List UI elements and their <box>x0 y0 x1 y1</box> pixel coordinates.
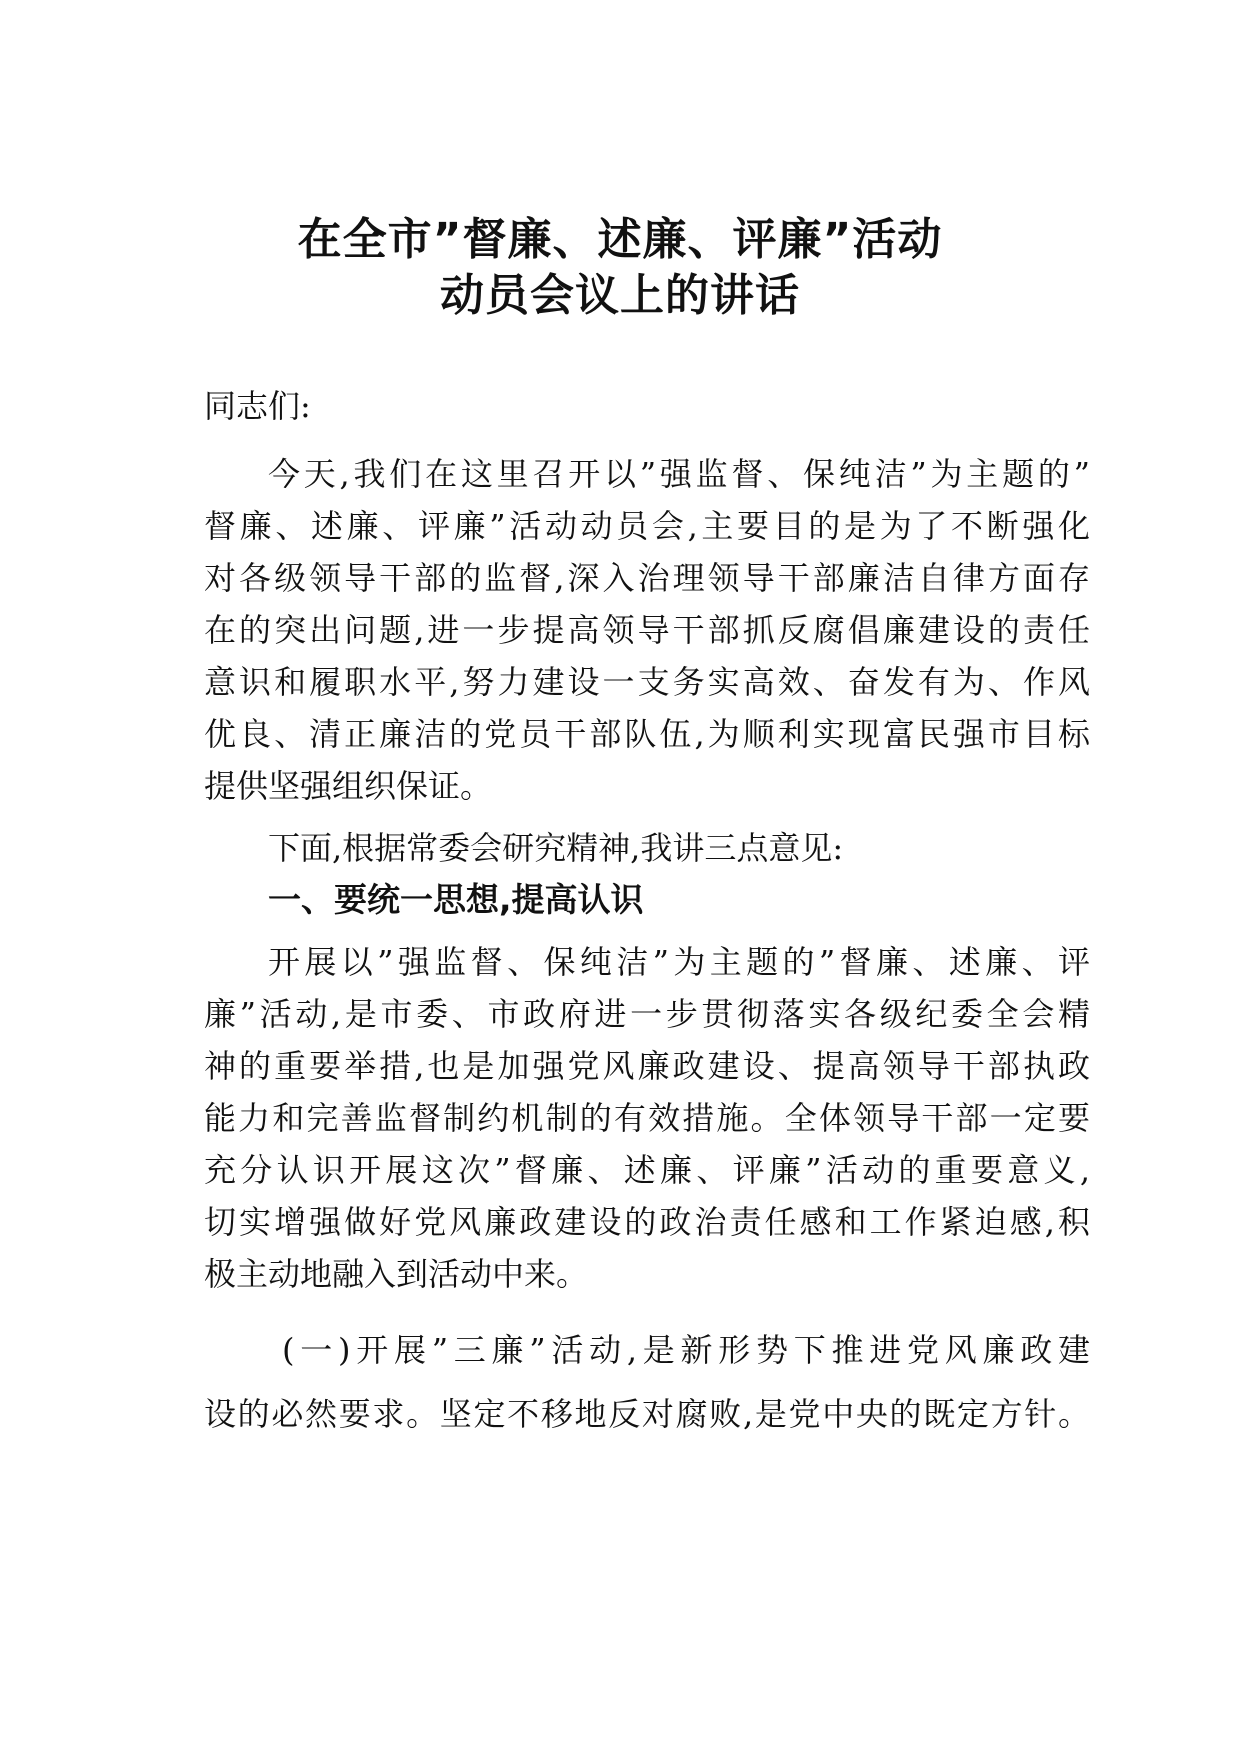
paragraph-2: 下面,根据常委会研究精神,我讲三点意见: <box>268 829 844 867</box>
paragraph-line: 提供坚强组织保证。 <box>204 767 493 805</box>
paragraph-line: 督廉、述廉、评廉”活动动员会,主要目的是为了不断强化 <box>204 507 1090 545</box>
paragraph-line: 在的突出问题,进一步提高领导干部抓反腐倡廉建设的责任 <box>204 611 1090 649</box>
paragraph-line: 能力和完善监督制约机制的有效措施。全体领导干部一定要 <box>204 1099 1090 1137</box>
paragraph-line: 神的重要举措,也是加强党风廉政建设、提高领导干部执政 <box>204 1047 1090 1085</box>
paragraph-line: 对各级领导干部的监督,深入治理领导干部廉洁自律方面存 <box>204 559 1090 597</box>
paragraph-line: 今天,我们在这里召开以”强监督、保纯洁”为主题的” <box>268 455 1090 493</box>
title-line-2: 动员会议上的讲话 <box>440 270 800 321</box>
document-body <box>204 380 1090 1440</box>
paragraph-line: 意识和履职水平,努力建设一支务实高效、奋发有为、作风 <box>204 663 1090 701</box>
paragraph-line: 充分认识开展这次”督廉、述廉、评廉”活动的重要意义, <box>204 1151 1090 1189</box>
paragraph-3 <box>204 936 1090 1300</box>
paragraph-line: 设的必然要求。坚定不移地反对腐败,是党中央的既定方针。 <box>204 1395 1090 1433</box>
paragraph-4 <box>204 1324 1090 1440</box>
paragraph-line: 极主动地融入到活动中来。 <box>204 1255 589 1293</box>
salutation: 同志们: <box>204 387 311 425</box>
paragraph-1 <box>204 448 1090 812</box>
document-title <box>0 212 1240 324</box>
title-line-1: 在全市”督廉、述廉、评廉”活动 <box>297 214 943 265</box>
paragraph-line: 廉”活动,是市委、市政府进一步贯彻落实各级纪委全会精 <box>204 995 1090 1033</box>
section-heading-1: 一、要统一思想,提高认识 <box>268 880 644 919</box>
paragraph-line: (一)开展”三廉”活动,是新形势下推进党风廉政建 <box>282 1331 1090 1369</box>
paragraph-line: 开展以”强监督、保纯洁”为主题的”督廉、述廉、评 <box>268 943 1090 981</box>
paragraph-line: 切实增强做好党风廉政建设的政治责任感和工作紧迫感,积 <box>204 1203 1090 1241</box>
paragraph-line: 优良、清正廉洁的党员干部队伍,为顺利实现富民强市目标 <box>204 715 1090 753</box>
